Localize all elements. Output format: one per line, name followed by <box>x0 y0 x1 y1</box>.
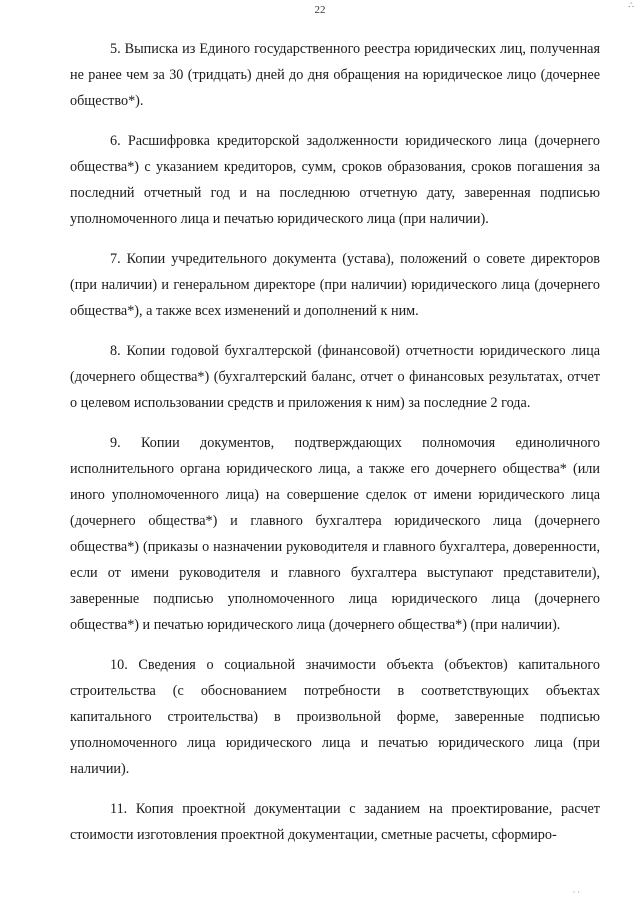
bottom-scan-mark: · · <box>572 888 580 897</box>
paragraph-item-10: 10. Сведения о социальной значимости объекта (объектов) капитального строительства (с обоснованием потребности в соответствующих объектах капитального строительства) в произвольной форме, заверенные подписью уполномоченного лица юридического лица и печатью юридического лица (при наличии). <box>70 657 600 777</box>
paragraph-item-11: 11. Копия проектной документации с заданием на проектирование, расчет стоимости изготовления проектной документации, сметные расчеты, сформиро- <box>70 801 600 843</box>
paragraph-item-6: 6. Расшифровка кредиторской задолженности юридического лица (дочернего общества*) с указанием кредиторов, сумм, сроков образования, сроков погашения за последний отчетный год и на последнюю отчетную дату, заверенная подписью уполномоченного лица и печатью юридического лица (при наличии). <box>70 133 600 227</box>
paragraph-item-7: 7. Копии учредительного документа (устава), положений о совете директоров (при наличии) и генеральном директоре (при наличии) юридического лица (дочернего общества*), а также всех изменений и дополнений к ним. <box>70 251 600 319</box>
document-body <box>70 36 600 862</box>
page-number: 22 <box>314 4 326 16</box>
paragraph-item-8: 8. Копии годовой бухгалтерской (финансовой) отчетности юридического лица (дочернего общества*) (бухгалтерский баланс, отчет о финансовых результатах, отчет о целевом использовании средств и приложения к ним) за последние 2 года. <box>70 343 600 411</box>
paragraph-item-9: 9. Копии документов, подтверждающих полномочия единоличного исполнительного органа юридического лица, а также его дочернего общества* (или иного уполномоченного лица) на совершение сделок от имени юридического лица (дочернего общества*) и главного бухгалтера юридического лица (дочернего общества*) (приказы о назначении руководителя и главного бухгалтера, доверенности, если от имени руководителя и главного бухгалтера выступают представители), заверенные подписью уполномоченного лица юридического лица (дочернего общества*) и печатью юридического лица (дочернего общества*) (при наличии). <box>70 435 600 633</box>
paragraph-item-5: 5. Выписка из Единого государственного реестра юридических лиц, полученная не ранее чем за 30 (тридцать) дней до дня обращения на юридическое лицо (дочернее общество*). <box>70 41 600 109</box>
corner-scan-mark: ∴ <box>628 0 634 10</box>
